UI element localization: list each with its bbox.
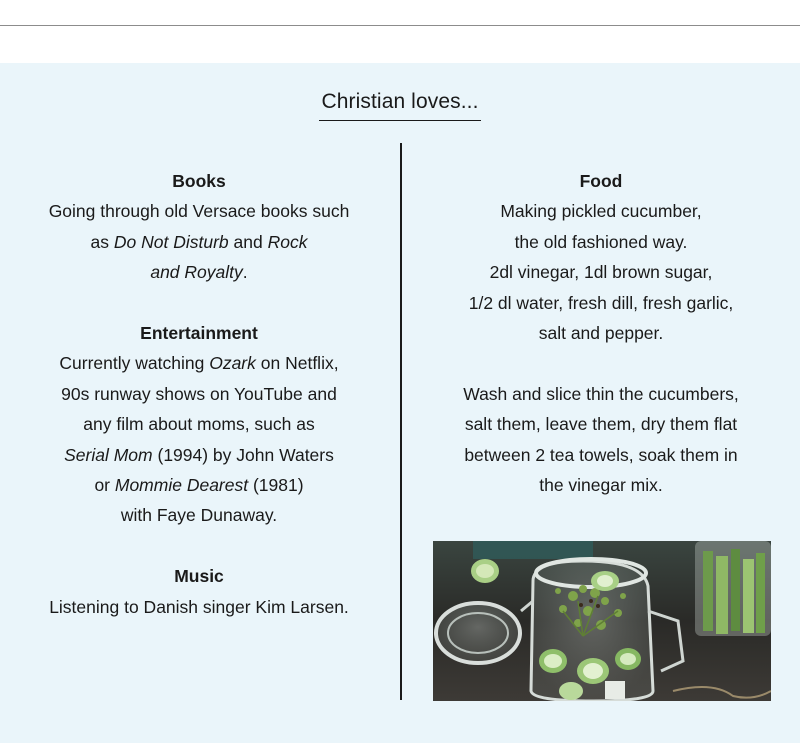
food-line-2: the old fashioned way. xyxy=(514,231,688,252)
food-line-1: Making pickled cucumber, xyxy=(500,201,702,222)
entertainment-text: Currently watching xyxy=(59,353,210,374)
entertainment-line-1 xyxy=(0,348,398,378)
book-title-and-royalty: and Royalty xyxy=(150,262,243,283)
heading-text: Christian loves... xyxy=(319,88,480,121)
right-column xyxy=(402,166,800,500)
food-line-8: between 2 tea towels, soak them in xyxy=(464,444,738,465)
books-text: . xyxy=(242,262,248,283)
books-text: as xyxy=(90,231,114,252)
book-title-do-not-disturb: Do Not Disturb xyxy=(113,231,229,252)
left-column xyxy=(0,166,398,622)
food-line-5: salt and pepper. xyxy=(538,323,664,344)
food-line-4: 1/2 dl water, fresh dill, fresh garlic, xyxy=(468,292,734,313)
top-divider-line xyxy=(0,25,800,26)
books-text: and xyxy=(228,231,268,252)
entertainment-line-6: with Faye Dunaway. xyxy=(120,505,278,526)
entertainment-line-5 xyxy=(0,470,398,500)
entertainment-line-2: 90s runway shows on YouTube and xyxy=(61,383,337,404)
entertainment-line-4 xyxy=(0,440,398,470)
entertainment-block xyxy=(0,318,398,531)
entertainment-line-3: any film about moms, such as xyxy=(83,414,315,435)
food-block xyxy=(402,166,800,500)
music-line-1: Listening to Danish singer Kim Larsen. xyxy=(49,596,349,617)
books-block xyxy=(0,166,398,288)
entertainment-text: (1981) xyxy=(248,475,304,496)
music-block xyxy=(0,561,398,622)
food-line-7: salt them, leave them, dry them flat xyxy=(464,414,738,435)
books-line-2 xyxy=(0,227,398,257)
entertainment-text: on Netflix, xyxy=(255,353,339,374)
section-heading xyxy=(0,88,800,121)
music-title: Music xyxy=(174,566,224,587)
entertainment-title: Entertainment xyxy=(140,323,258,344)
pickled-cucumber-photo xyxy=(433,541,771,701)
entertainment-text: (1994) by John Waters xyxy=(152,444,334,465)
book-title-rock: Rock xyxy=(267,231,308,252)
books-line-1: Going through old Versace books such xyxy=(48,201,350,222)
food-title: Food xyxy=(579,171,623,191)
food-line-9: the vinegar mix. xyxy=(539,475,663,496)
books-title: Books xyxy=(172,171,226,191)
show-title-ozark: Ozark xyxy=(209,353,256,374)
entertainment-text: or xyxy=(94,475,115,496)
food-line-3: 2dl vinegar, 1dl brown sugar, xyxy=(489,262,713,283)
film-title-serial-mom: Serial Mom xyxy=(64,444,153,465)
film-title-mommie-dearest: Mommie Dearest xyxy=(114,475,249,496)
books-line-3 xyxy=(0,257,398,287)
food-line-6: Wash and slice thin the cucumbers, xyxy=(463,383,739,404)
